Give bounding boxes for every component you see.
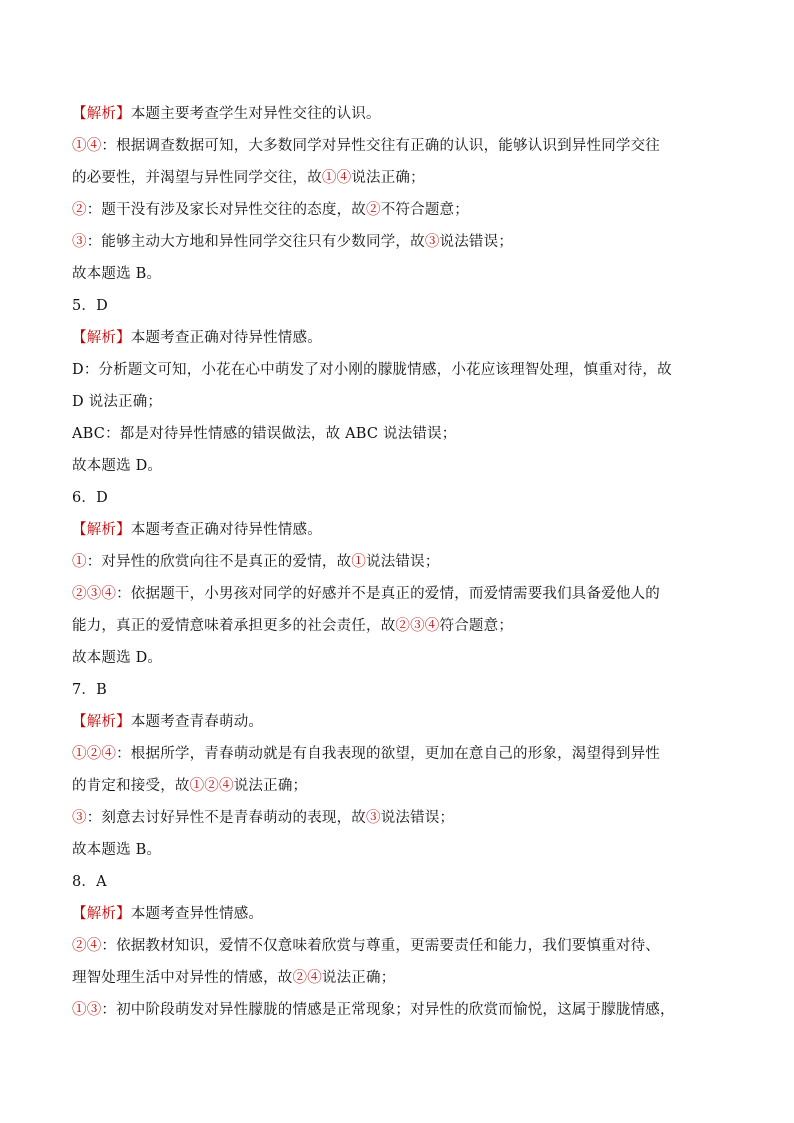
text-segment: 说法正确；: [233, 778, 308, 794]
text-line: [72, 578, 732, 610]
text-segment: 8．A: [72, 874, 107, 890]
text-line: [72, 770, 732, 802]
text-segment: 不符合题意；: [380, 202, 469, 218]
text-segment: ：对异性的欣赏向往不是真正的爱情，故: [86, 554, 352, 570]
text-segment: 本题考查正确对待异性情感。: [130, 330, 322, 346]
highlight-marker: ②: [366, 202, 381, 218]
text-segment: 7．B: [72, 682, 107, 698]
highlight-marker: ②③④: [72, 586, 117, 602]
highlight-marker: ③: [366, 810, 381, 826]
text-segment: 故本题选 D。: [72, 650, 163, 666]
highlight-marker: ①: [351, 554, 367, 570]
text-line: [72, 738, 732, 770]
text-segment: 的肯定和接受，故: [72, 778, 190, 794]
text-segment: ABC：都是对待异性情感的错误做法，故 ABC 说法错误；: [72, 426, 457, 442]
text-line: [72, 514, 732, 546]
highlight-marker: ③: [72, 810, 87, 826]
text-line: [72, 546, 732, 578]
highlight-marker: 【解析】: [72, 714, 131, 730]
text-line: [72, 994, 732, 1026]
text-line: [72, 130, 732, 162]
highlight-marker: 【解析】: [72, 522, 131, 538]
text-segment: 故本题选 D。: [72, 458, 163, 474]
text-segment: 理智处理生活中对异性的情感，故: [72, 970, 293, 986]
text-line: [72, 866, 732, 898]
text-segment: 说法错误；: [439, 234, 514, 250]
highlight-marker: ②④: [292, 970, 322, 986]
text-line: [72, 674, 732, 706]
highlight-marker: 【解析】: [72, 106, 131, 122]
text-line: [72, 706, 732, 738]
text-segment: 说法错误；: [380, 810, 455, 826]
text-line: [72, 642, 732, 674]
text-segment: 本题考查正确对待异性情感。: [130, 522, 322, 538]
text-segment: ：根据所学，青春萌动就是有自我表现的欲望，更加在意自己的形象，渴望得到异性: [116, 746, 661, 762]
text-segment: ：能够主动大方地和异性同学交往只有少数同学，故: [86, 234, 425, 250]
highlight-marker: ③: [424, 234, 440, 250]
text-line: [72, 162, 732, 194]
text-segment: ：根据调查数据可知，大多数同学对异性交往有正确的认识，能够认识到异性同学交往: [101, 138, 661, 154]
text-segment: 6．D: [72, 490, 108, 506]
text-line: [72, 898, 732, 930]
text-segment: 说法错误；: [366, 554, 440, 570]
text-line: [72, 802, 732, 834]
text-segment: 说法正确；: [351, 170, 425, 186]
text-line: [72, 98, 732, 130]
text-line: [72, 194, 732, 226]
text-segment: 能力，真正的爱情意味着承担更多的社会责任，故: [72, 618, 396, 634]
answer-explanation-body: [72, 98, 732, 1026]
text-line: [72, 258, 732, 290]
highlight-marker: ②④: [72, 938, 102, 954]
text-line: [72, 226, 732, 258]
highlight-marker: ①②④: [72, 746, 117, 762]
text-segment: ：初中阶段萌发对异性朦胧的情感是正常现象；对异性的欣赏而愉悦，这属于朦胧情感，: [101, 1002, 675, 1018]
highlight-marker: 【解析】: [72, 906, 131, 922]
text-segment: 的必要性，并渴望与异性同学交往，故: [72, 170, 322, 186]
text-segment: 故本题选 B。: [72, 842, 162, 858]
highlight-marker: ①④: [321, 170, 352, 186]
highlight-marker: ①④: [72, 138, 102, 154]
text-segment: 本题考查异性情感。: [130, 906, 264, 922]
text-line: [72, 610, 732, 642]
highlight-marker: ①: [72, 554, 87, 570]
text-line: [72, 322, 732, 354]
text-line: [72, 386, 732, 418]
text-segment: 说法正确；: [321, 970, 396, 986]
highlight-marker: ③: [72, 234, 87, 250]
highlight-marker: ②③④: [395, 618, 440, 634]
text-segment: D 说法正确；: [72, 394, 163, 410]
text-segment: ：依据题干，小男孩对同学的好感并不是真正的爱情，而爱情需要我们具备爱他人的: [116, 586, 661, 602]
highlight-marker: ①②④: [189, 778, 234, 794]
text-line: [72, 962, 732, 994]
text-segment: 本题考查青春萌动。: [130, 714, 264, 730]
text-segment: ：依据教材知识，爱情不仅意味着欣赏与尊重，更需要责任和能力，我们要慎重对待、: [101, 938, 661, 954]
highlight-marker: ①③: [72, 1002, 102, 1018]
highlight-marker: 【解析】: [72, 330, 131, 346]
text-line: [72, 930, 732, 962]
text-line: [72, 834, 732, 866]
text-segment: ：题干没有涉及家长对异性交往的态度，故: [86, 202, 367, 218]
text-line: [72, 290, 732, 322]
text-line: [72, 482, 732, 514]
highlight-marker: ②: [72, 202, 87, 218]
text-segment: 符合题意；: [439, 618, 514, 634]
text-line: [72, 418, 732, 450]
text-segment: D：分析题文可知，小花在心中萌发了对小刚的朦胧情感，小花应该理智处理，慎重对待，故: [72, 362, 672, 378]
text-segment: ：刻意去讨好异性不是青春萌动的表现，故: [86, 810, 367, 826]
text-line: [72, 354, 732, 386]
text-segment: 本题主要考查学生对异性交往的认识。: [130, 106, 381, 122]
text-segment: 5．D: [72, 298, 108, 314]
text-line: [72, 450, 732, 482]
text-segment: 故本题选 B。: [72, 266, 162, 282]
